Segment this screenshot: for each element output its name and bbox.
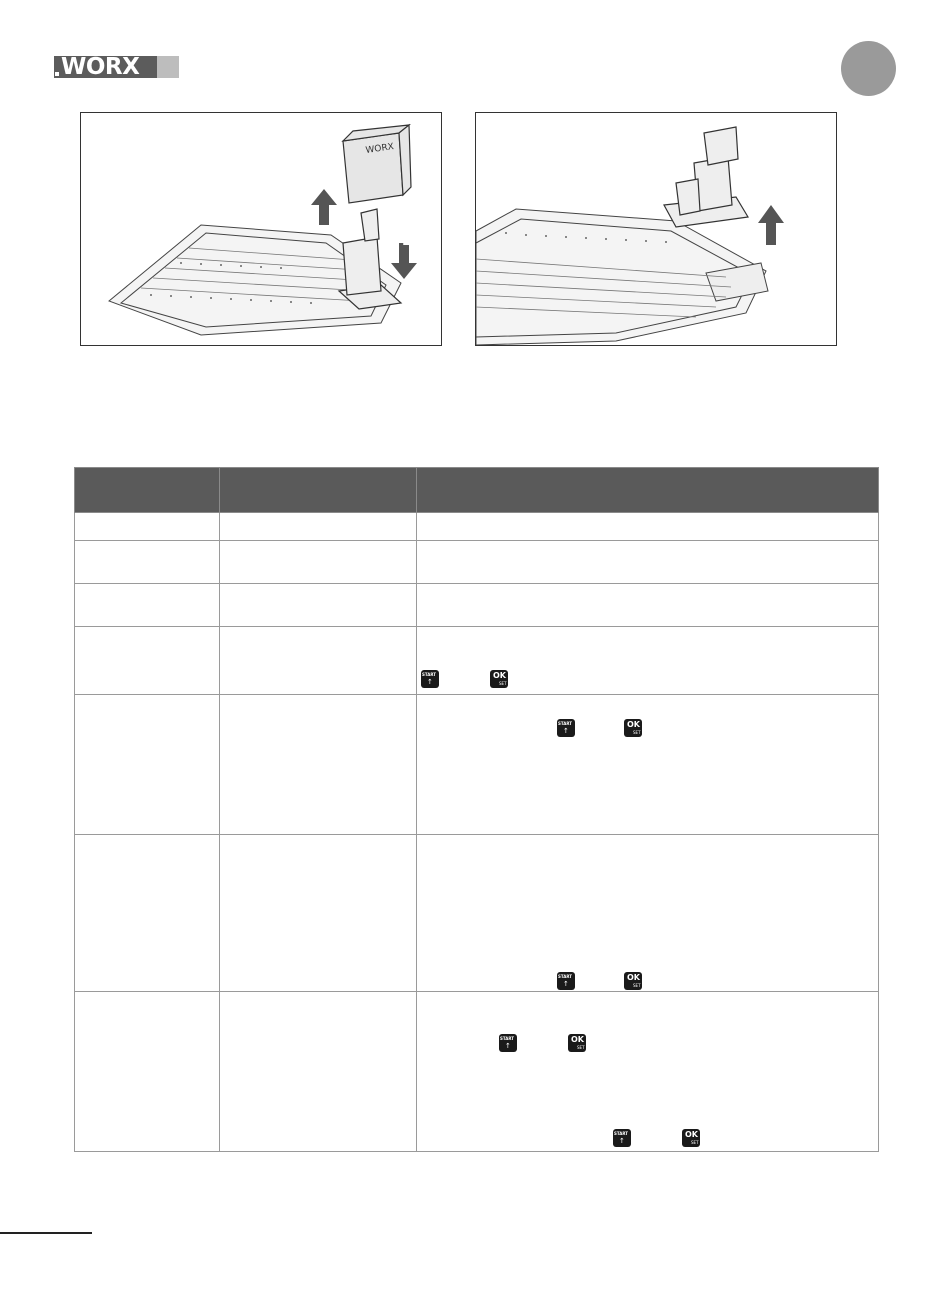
table-row [75, 992, 879, 1152]
header-cell-2 [220, 468, 417, 513]
cover-label: WORX [365, 142, 395, 156]
table-row [75, 513, 879, 541]
table-header-row [75, 468, 879, 513]
figure-remove-cover [80, 112, 442, 346]
ok-key-icon: OK SET [490, 670, 508, 688]
table-row [75, 541, 879, 584]
table-cell [75, 695, 220, 835]
start-key-icon: START ↑ [557, 972, 575, 990]
illustration-base-lifted [476, 113, 836, 345]
ok-key-icon: OK SET [568, 1034, 586, 1052]
start-key-icon: START ↑ [499, 1034, 517, 1052]
table-cell [417, 541, 879, 584]
table-cell [417, 627, 879, 695]
logo-accent [157, 56, 179, 78]
table-cell [417, 584, 879, 627]
table-cell [75, 513, 220, 541]
table-cell [220, 584, 417, 627]
ok-key-icon: OK SET [624, 719, 642, 737]
start-key-icon: START ↑ [613, 1129, 631, 1147]
footer-rule [0, 1232, 92, 1234]
table-cell [417, 992, 879, 1152]
header-cell-1 [75, 468, 220, 513]
page-number-badge [841, 41, 896, 96]
table-row [75, 627, 879, 695]
table-cell [417, 513, 879, 541]
table-row [75, 835, 879, 992]
table-cell [75, 992, 220, 1152]
table-cell [220, 695, 417, 835]
table-row [75, 584, 879, 627]
worx-logo [54, 56, 179, 78]
ok-key-icon: OK SET [624, 972, 642, 990]
table-cell [220, 627, 417, 695]
table-cell [220, 992, 417, 1152]
table-cell [75, 627, 220, 695]
start-key-icon: START ↑ [421, 670, 439, 688]
logo-dot [55, 72, 59, 76]
troubleshooting-table [74, 467, 879, 1152]
logo-text: WORX [61, 54, 140, 80]
ok-key-icon: OK SET [682, 1129, 700, 1147]
step-number: 2 [402, 230, 414, 249]
illustration-base-with-cover [81, 113, 441, 345]
table-cell [220, 835, 417, 992]
table-cell [75, 835, 220, 992]
header-cell-3 [417, 468, 879, 513]
table-row [75, 695, 879, 835]
table-cell [75, 541, 220, 584]
table-cell [220, 513, 417, 541]
table-cell [417, 695, 879, 835]
table-cell [220, 541, 417, 584]
table-cell [417, 835, 879, 992]
table-cell [75, 584, 220, 627]
figure-lift-station [475, 112, 837, 346]
start-key-icon: START ↑ [557, 719, 575, 737]
